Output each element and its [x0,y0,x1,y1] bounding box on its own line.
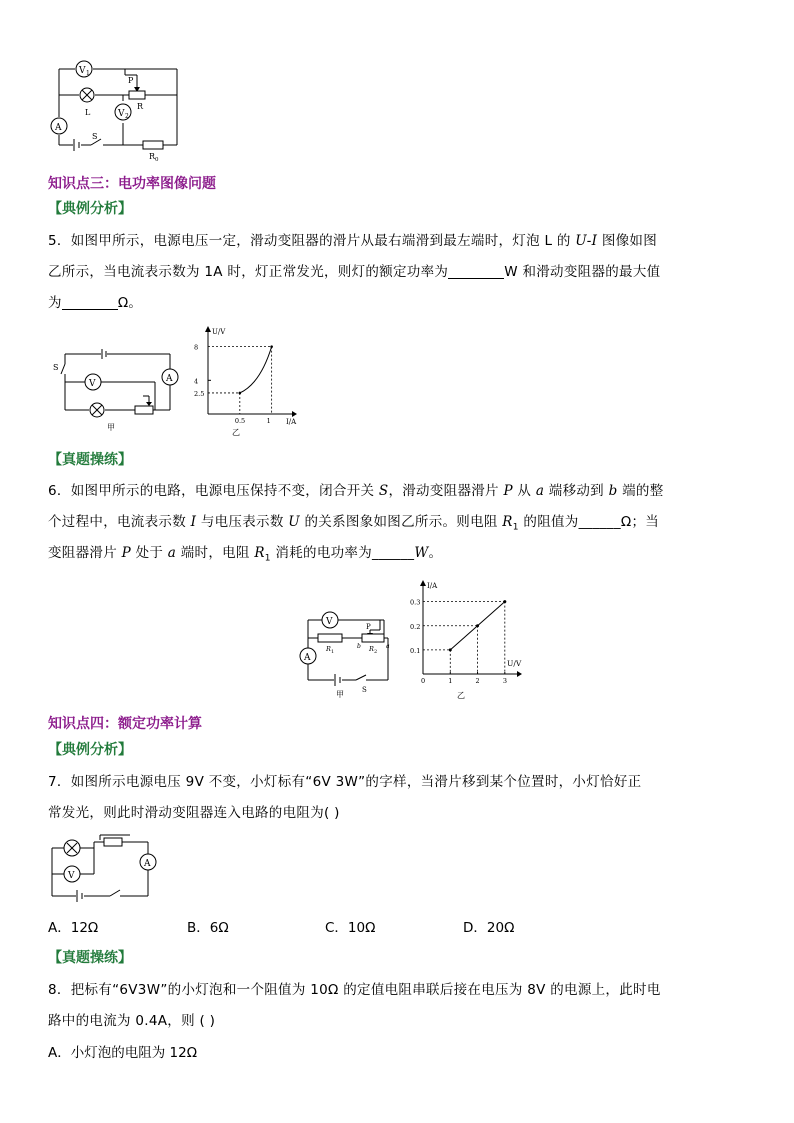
q6-data-point [476,624,479,627]
q6-ytick-label: 0.3 [410,598,421,607]
q5-line1: 5．如图甲所示，电源电压一定，滑动变阻器的滑片从最右端滑到最左端时，灯泡 L 的 U-I 图像如图 [48,233,658,249]
q6-ytick-label: 0.1 [410,646,421,655]
top-slider-label: P [128,76,134,85]
q6-data-point [503,600,506,603]
q5-rheostat-icon [135,406,153,414]
q6-line3: 变阻器滑片 P 处于 a 端时，电阻 $R_1$ 消耗的电功率为______W。 [48,545,443,564]
q8-line1: 8．把标有“6V3W”的小灯泡和一个阻值为 10Ω 的定值电阻串联后接在电压为 8V 的电源上，此时电 [48,982,661,998]
q5-ammeter-label: A [166,374,173,384]
q6-r2-label: R [369,645,374,653]
q6-xtick-label: 2 [475,677,480,685]
q6-circuit-caption: 甲 [336,690,344,699]
q6-xtick-label: 1 [448,677,453,685]
q7-rheostat-icon [104,838,122,846]
top-ammeter-label: A [55,123,62,133]
q5-circuit-caption: 甲 [107,423,115,432]
q5-graph-xlabel: I/A [286,418,297,426]
q5-circuit-diagram [45,348,185,432]
q6-r1-label: R [326,645,331,653]
top-v1-sub: 1 [86,70,90,77]
q5-data-point [270,345,273,348]
q6-r2-icon [362,634,384,642]
q6-iu-graph [405,578,530,702]
top-lamp-label: L [85,108,91,117]
top-switch-label: S [92,132,98,141]
q5-data-point [239,392,242,395]
q5-ui-graph [188,322,303,438]
q7-line2: 常发光，则此时滑动变阻器连入电路的电阻为( ) [48,805,340,821]
q7-line1: 7．如图所示电源电压 9V 不变，小灯标有“6V 3W”的字样，当滑片移到某个位置时，小灯恰好正 [48,774,642,790]
q5-xtick-label: 0.5 [234,417,246,425]
q5-switch-label: S [53,363,59,372]
section4-example-tag: 【典例分析】 [48,742,132,758]
q5-line3: 为 Ω。 [48,295,143,311]
q5-xtick-label: 1 [266,417,271,425]
q7-ammeter-label: A [144,859,151,869]
top-r0-icon [143,141,163,149]
q5-graph-ylabel: U/V [212,328,226,336]
q6-r2-sub: 2 [374,649,378,655]
q6-xtick-label: 0 [421,677,426,685]
q6-graph-ylabel: I/A [427,582,438,590]
q7-option-d[interactable]: D．20Ω [463,920,515,936]
q7-circuit-diagram [42,834,172,906]
q6-p-label: P [366,623,371,631]
q6-switch-label: S [362,686,367,694]
q6-voltmeter-label: V [326,617,333,627]
q7-option-a[interactable]: A．12Ω [48,920,99,936]
q6-ytick-label: 0.2 [410,622,421,631]
q5-ui-curve [240,347,272,393]
q6-data-point [449,648,452,651]
q6-graph-xlabel: U/V [507,659,522,668]
q6-line2: 个过程中，电流表示数 I 与电压表示数 U 的关系图象如图乙所示。则电阻 $R_1$ 的阻值为______Ω；当 [48,514,660,533]
q8-option-a[interactable]: A．小灯泡的电阻为 12Ω [48,1045,198,1061]
q6-graph-caption: 乙 [457,691,465,700]
top-v2-label: V [118,109,125,119]
q7-option-c[interactable]: C．10Ω [325,920,376,936]
q7-option-b[interactable]: B．6Ω [187,920,229,936]
section3-practice-tag: 【真题操练】 [48,452,132,468]
q6-r1-icon [318,634,342,642]
top-r0-sub: 0 [155,157,159,163]
q6-xtick-label: 3 [502,677,507,685]
q6-b-label: b [357,643,361,650]
q6-circuit-diagram [296,604,396,700]
q6-ammeter-label: A [304,653,311,663]
q5-blank-resistance[interactable] [62,293,118,310]
q5-ytick-label: 8 [194,343,199,352]
top-v2-sub: 2 [125,113,129,120]
top-circuit-diagram [45,55,185,165]
section3-example-tag: 【典例分析】 [48,201,132,217]
q5-ytick-label: 4 [194,377,199,386]
top-rheostat-icon [129,91,145,99]
top-r0-label: R [149,152,156,161]
section4-practice-tag: 【真题操练】 [48,950,132,966]
q5-line2: 乙所示，当电流表示数为 1A 时，灯正常发光，则灯的额定功率为 W 和滑动变阻器的最大值 [48,264,661,280]
section3-title: 知识点三：电功率图像问题 [48,176,216,192]
q6-a-label: a [386,643,390,650]
q5-ytick-label: 2.5 [194,389,205,398]
q8-line2: 路中的电流为 0.4A，则 ( ) [48,1013,216,1029]
q7-voltmeter-label: V [68,871,75,881]
q5-blank-power[interactable] [448,262,504,279]
q6-line1: 6．如图甲所示的电路，电源电压保持不变，闭合开关 S，滑动变阻器滑片 P 从 a 端移动到 b 端的整 [48,483,664,499]
top-v1-label: V [79,66,86,76]
section4-title: 知识点四：额定功率计算 [48,716,202,732]
top-rheostat-label: R [137,102,144,111]
q5-voltmeter-label: V [89,379,96,389]
q5-graph-caption: 乙 [232,428,240,437]
q6-r1-sub: 1 [331,649,335,655]
